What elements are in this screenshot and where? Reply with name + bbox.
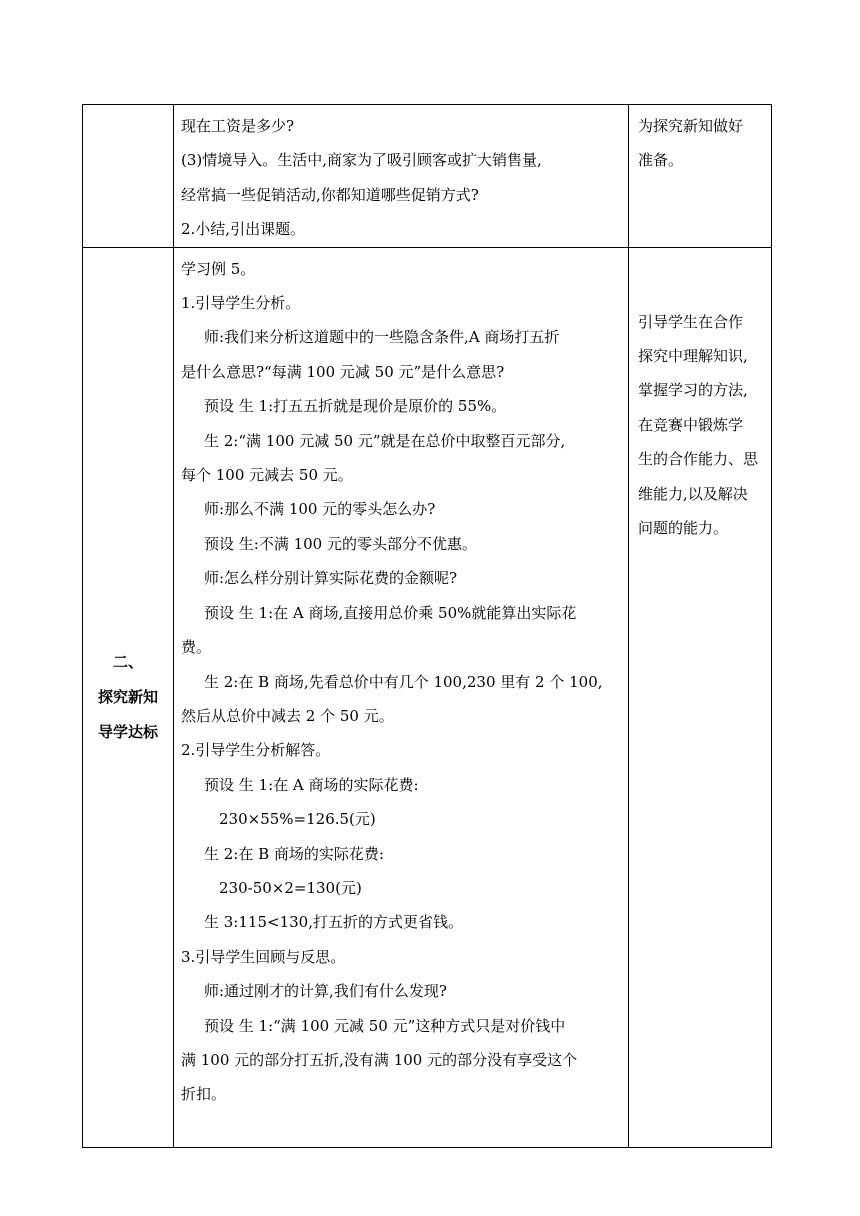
- stage-label: 探究新知: [97, 687, 158, 706]
- content-line: 2.小结,引出课题。: [181, 220, 306, 239]
- content-line: 师:怎么样分别计算实际花费的金额呢?: [204, 569, 458, 588]
- intent-cell: [629, 105, 772, 248]
- content-line: 230-50×2=130(元): [219, 878, 362, 897]
- intent-line: 维能力,以及解决: [638, 484, 748, 503]
- stage-cell: [83, 247, 174, 1147]
- content-line: 折扣。: [181, 1085, 227, 1104]
- content-line: 是什么意思?“每满 100 元减 50 元”是什么意思?: [181, 362, 505, 381]
- lesson-plan-table: [82, 104, 772, 1148]
- content-line: 预设 生 1:在 A 商场的实际花费:: [204, 775, 419, 794]
- content-cell: [174, 105, 629, 248]
- stage-label: 二、: [112, 652, 143, 671]
- intent-cell: [629, 247, 772, 1147]
- table-row: [83, 105, 772, 248]
- content-line: 然后从总价中减去 2 个 50 元。: [181, 706, 394, 725]
- content-line: 生 2:“满 100 元减 50 元”就是在总价中取整百元部分,: [204, 431, 566, 450]
- content-line: 每个 100 元减去 50 元。: [181, 466, 353, 485]
- content-line: 经常搞一些促销活动,你都知道哪些促销方式?: [181, 185, 479, 204]
- stage-cell: [83, 105, 174, 248]
- content-line: 满 100 元的部分打五折,没有满 100 元的部分没有享受这个: [181, 1050, 578, 1069]
- content-line: 预设 生 1:在 A 商场,直接用总价乘 50%就能算出实际花: [204, 603, 577, 622]
- content-line: (3)情境导入。生活中,商家为了吸引顾客或扩大销售量,: [181, 151, 542, 170]
- content-line: 3.引导学生回顾与反思。: [181, 947, 346, 966]
- intent-line: 问题的能力。: [638, 519, 729, 538]
- content-line: 师:那么不满 100 元的零头怎么办?: [204, 500, 436, 519]
- content-line: 2.引导学生分析解答。: [181, 741, 331, 760]
- intent-line: 为探究新知做好: [638, 117, 744, 135]
- content-line: 230×55%=126.5(元): [219, 810, 376, 829]
- content-line: 学习例 5。: [181, 259, 256, 278]
- stage-label: 导学达标: [97, 722, 158, 741]
- intent-line: 在竞赛中锻炼学: [638, 415, 744, 434]
- content-line: 生 3:115<130,打五折的方式更省钱。: [204, 913, 463, 932]
- content-line: 生 2:在 B 商场,先看总价中有几个 100,230 里有 2 个 100,: [204, 672, 603, 691]
- content-line: 师:通过刚才的计算,我们有什么发现?: [204, 982, 447, 1001]
- content-cell: [174, 247, 629, 1147]
- content-line: 预设 生 1:“满 100 元减 50 元”这种方式只是对价钱中: [204, 1016, 566, 1035]
- intent-line: 准备。: [638, 151, 684, 170]
- intent-line: 掌握学习的方法,: [638, 381, 748, 400]
- table-row: [83, 247, 772, 1147]
- content-line: 预设 生:不满 100 元的零头部分不优惠。: [204, 534, 477, 553]
- content-line: 预设 生 1:打五五折就是现价是原价的 55%。: [204, 397, 507, 416]
- content-line: 费。: [181, 638, 212, 657]
- intent-line: 生的合作能力、思: [638, 450, 759, 469]
- intent-line: 引导学生在合作: [638, 312, 744, 331]
- content-line: 生 2:在 B 商场的实际花费:: [204, 844, 384, 863]
- content-line: 现在工资是多少?: [181, 117, 295, 135]
- intent-line: 探究中理解知识,: [638, 347, 748, 366]
- content-line: 师:我们来分析这道题中的一些隐含条件,A 商场打五折: [204, 328, 560, 347]
- content-line: 1.引导学生分析。: [181, 294, 301, 313]
